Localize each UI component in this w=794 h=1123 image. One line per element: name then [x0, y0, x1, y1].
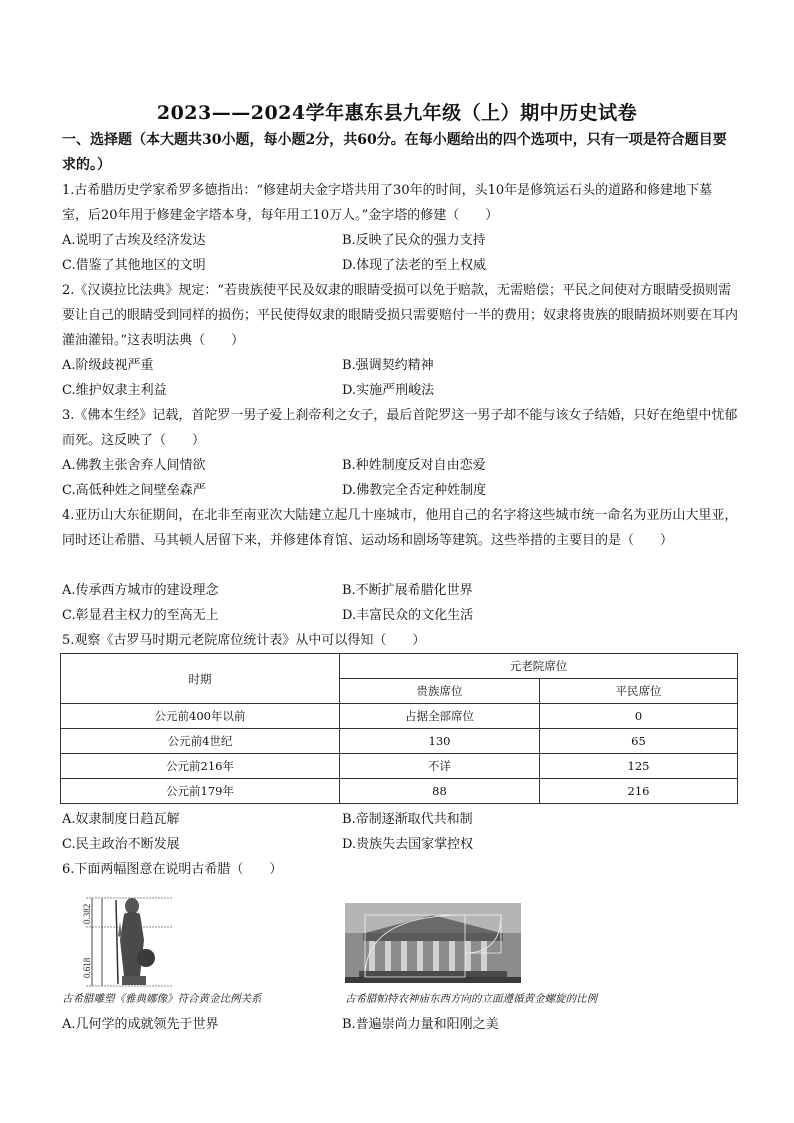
- table-cell-period: 公元前216年: [61, 754, 340, 779]
- question-1-option-b[interactable]: B.反映了民众的强力支持: [342, 233, 486, 248]
- table-row: [61, 729, 738, 754]
- question-3-option-a[interactable]: A.佛教主张舍弃人间情欲: [62, 458, 206, 473]
- question-1-option-d[interactable]: D.体现了法老的至上权威: [342, 258, 487, 273]
- question-1-option-c[interactable]: C.借鉴了其他地区的文明: [62, 258, 206, 273]
- table-row: [61, 704, 738, 729]
- question-4-option-b[interactable]: B.不断扩展希腊化世界: [342, 583, 473, 598]
- table-row: [61, 779, 738, 804]
- athena-statue-figure: [82, 896, 174, 988]
- question-6-stem: 6.下面两幅图意在说明古希腊（ ）: [62, 862, 283, 877]
- question-2-stem: 2.《汉谟拉比法典》规定：“若贵族使平民及奴隶的眼睛受损可以免于赔款，无需赔偿；平民之间使对方眼睛受损则需要让自己的眼睛受到同样的损伤；平民使得奴隶的眼睛受损只需要赔付一半的费用；奴隶将贵族的眼睛损坏则要在耳内灌油灌铅。”这表明法典（ ）: [62, 283, 739, 348]
- question-1-stem: 1.古希腊历史学家希罗多德指出：“修建胡夫金字塔共用了30年的时间，头10年是修筑运石头的道路和修建地下墓室，后20年用于修建金字塔本身，每年用工10万人。”金字塔的修建（ ）: [62, 183, 713, 223]
- senate-seats-table: [60, 653, 738, 804]
- parthenon-figure: [345, 903, 521, 983]
- question-2-option-c[interactable]: C.维护奴隶主利益: [62, 383, 167, 398]
- table-cell-noble: 130: [340, 729, 540, 754]
- table-cell-noble: 88: [340, 779, 540, 804]
- table-cell-noble: 占据全部席位: [340, 704, 540, 729]
- question-3-stem: 3.《佛本生经》记载，首陀罗一男子爱上刹帝利之女子，最后首陀罗这一男子却不能与该女子结婚，只好在绝望中忧郁而死。这反映了（ ）: [62, 408, 738, 448]
- question-4-option-c[interactable]: C.彰显君主权力的至高无上: [62, 608, 219, 623]
- table-cell-period: 公元前179年: [61, 779, 340, 804]
- question-4-option-a[interactable]: A.传承西方城市的建设理念: [62, 583, 219, 598]
- question-1-option-a[interactable]: A.说明了古埃及经济发达: [62, 233, 206, 248]
- question-5-option-d[interactable]: D.贵族失去国家掌控权: [342, 837, 474, 852]
- question-4-stem: 4.亚历山大东征期间，在北非至南亚次大陆建立起几十座城市，他用自己的名字将这些城市统一命名为亚历山大里亚，同时还让希腊、马其顿人居留下来，并修建体育馆、运动场和剧场等建筑。这些举措的主要目的是（ ）: [62, 508, 738, 548]
- table-header-period: 时期: [61, 654, 340, 704]
- table-row: [61, 754, 738, 779]
- section-heading: 一、选择题（本大题共30小题，每小题2分，共60分。在每小题给出的四个选项中，只有一项是符合题目要求的。）: [62, 132, 727, 173]
- question-6-option-b[interactable]: B.普遍崇尚力量和阳刚之美: [342, 1017, 499, 1032]
- table-header-noble: 贵族席位: [340, 679, 540, 704]
- table-cell-plebeian: 125: [540, 754, 738, 779]
- question-3-option-b[interactable]: B.种姓制度反对自由恋爱: [342, 458, 486, 473]
- question-2-option-a[interactable]: A.阶级歧视严重: [62, 358, 154, 373]
- question-2-option-d[interactable]: D.实施严刑峻法: [342, 383, 435, 398]
- table-header-row: [61, 654, 738, 679]
- figure-2-caption: 古希腊帕特农神庙东西方向的立面遵循黄金螺旋的比例: [345, 993, 597, 1005]
- figure-1-caption: 古希腊雕塑《雅典娜像》符合黄金比例关系: [62, 993, 262, 1005]
- question-3-option-d[interactable]: D.佛教完全否定种姓制度: [342, 483, 487, 498]
- table-header-plebeian: 平民席位: [540, 679, 738, 704]
- question-6-option-a[interactable]: A.几何学的成就领先于世界: [62, 1017, 219, 1032]
- ratio-label-bottom: 0.618: [82, 957, 92, 978]
- question-5-option-c[interactable]: C.民主政治不断发展: [62, 837, 180, 852]
- question-2-option-b[interactable]: B.强调契约精神: [342, 358, 434, 373]
- question-5-stem: 5.观察《古罗马时期元老院席位统计表》从中可以得知（ ）: [62, 633, 426, 648]
- question-5-option-a[interactable]: A.奴隶制度日趋瓦解: [62, 812, 180, 827]
- table-cell-plebeian: 0: [540, 704, 738, 729]
- table-cell-period: 公元前400年以前: [61, 704, 340, 729]
- question-3-option-c[interactable]: C.高低种姓之间壁垒森严: [62, 483, 206, 498]
- table-cell-plebeian: 65: [540, 729, 738, 754]
- question-5-option-b[interactable]: B.帝制逐渐取代共和制: [342, 812, 473, 827]
- table-header-group: 元老院席位: [340, 654, 738, 679]
- page-title: 2023——2024学年惠东县九年级（上）期中历史试卷: [156, 102, 638, 124]
- ratio-label-top: 0.382: [82, 903, 92, 924]
- table-cell-noble: 不详: [340, 754, 540, 779]
- table-cell-period: 公元前4世纪: [61, 729, 340, 754]
- question-4-option-d[interactable]: D.丰富民众的文化生活: [342, 608, 474, 623]
- table-cell-plebeian: 216: [540, 779, 738, 804]
